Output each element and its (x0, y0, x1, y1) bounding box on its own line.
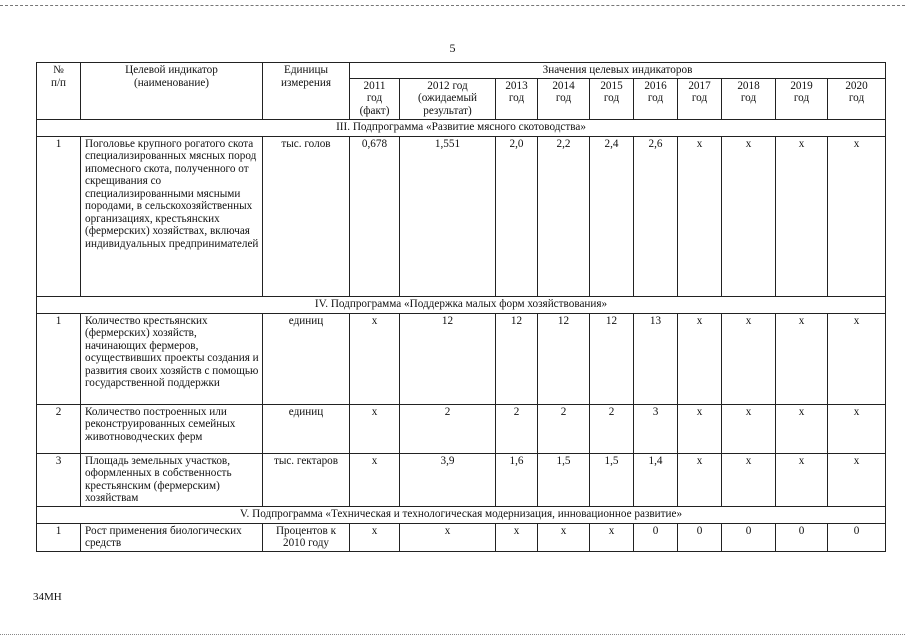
table-row (37, 136, 886, 296)
section-row (37, 506, 886, 523)
table-row (37, 404, 886, 453)
unit-cell: единиц (263, 404, 350, 453)
value-cell: x (350, 313, 400, 404)
header-year: 2017 год (678, 78, 722, 119)
table-body (37, 119, 886, 551)
value-cell: 2,4 (590, 136, 634, 296)
value-cell: x (350, 523, 400, 551)
header-year: 2012 год (ожидаемый результат) (400, 78, 496, 119)
section-title: IV. Подпрограмма «Поддержка малых форм хозяйствования» (37, 296, 886, 313)
value-cell: 2,6 (634, 136, 678, 296)
value-cell: 1,4 (634, 453, 678, 506)
value-cell: 0 (678, 523, 722, 551)
header-indicator: Целевой индикатор (наименование) (81, 63, 263, 120)
row-number: 1 (37, 523, 81, 551)
value-cell: x (776, 404, 828, 453)
value-cell: 1,5 (538, 453, 590, 506)
header-year: 2018 год (722, 78, 776, 119)
unit-cell: тыс. гектаров (263, 453, 350, 506)
footer-code: 34МН (33, 591, 62, 603)
value-cell: 1,6 (496, 453, 538, 506)
row-number: 1 (37, 313, 81, 404)
header-values-group: Значения целевых индикаторов (350, 63, 886, 79)
value-cell: 0 (722, 523, 776, 551)
row-number: 1 (37, 136, 81, 296)
value-cell: x (678, 453, 722, 506)
value-cell: 2 (538, 404, 590, 453)
value-cell: 2,0 (496, 136, 538, 296)
value-cell: x (722, 453, 776, 506)
value-cell: 3,9 (400, 453, 496, 506)
table-row (37, 313, 886, 404)
value-cell: x (722, 313, 776, 404)
value-cell: 2 (496, 404, 538, 453)
header-year: 2014 год (538, 78, 590, 119)
unit-cell: Процентов к 2010 году (263, 523, 350, 551)
page-number: 5 (449, 41, 456, 55)
value-cell: x (400, 523, 496, 551)
value-cell: 1,5 (590, 453, 634, 506)
header-units: Единицы измерения (263, 63, 350, 120)
header-year: 2015 год (590, 78, 634, 119)
value-cell: x (350, 404, 400, 453)
indicator-name: Площадь земельных участков, оформленных в собственность крестьянским (фермерским) хозяйствам (81, 453, 263, 506)
value-cell: x (678, 136, 722, 296)
value-cell: x (828, 404, 886, 453)
indicator-name: Количество построенных или реконструированных семейных животноводческих ферм (81, 404, 263, 453)
value-cell: 12 (400, 313, 496, 404)
value-cell: x (828, 453, 886, 506)
row-number: 3 (37, 453, 81, 506)
indicator-name: Количество крестьянских (фермерских) хозяйств, начинающих фермеров, осуществивших проекты создания и развития своих хозяйств с помощью государственной поддержки (81, 313, 263, 404)
indicator-name: Поголовье крупного рогатого скота специализированных мясных пород ипомесного скота, полученного от скрещивания со специализированными мясными породами, в сельскохозяйственных организациях, крестьянских (фермерских) хозяйствах, включая индивидуальных предпринимателей (81, 136, 263, 296)
section-row (37, 119, 886, 136)
unit-cell: тыс. голов (263, 136, 350, 296)
section-title: V. Подпрограмма «Техническая и технологическая модернизация, инновационное развитие» (37, 506, 886, 523)
header-year: 2019 год (776, 78, 828, 119)
value-cell: 0 (828, 523, 886, 551)
unit-cell: единиц (263, 313, 350, 404)
value-cell: x (590, 523, 634, 551)
value-cell: 0 (776, 523, 828, 551)
value-cell: 2 (590, 404, 634, 453)
value-cell: x (828, 313, 886, 404)
section-title: III. Подпрограмма «Развитие мясного скотоводства» (37, 119, 886, 136)
value-cell: 0,678 (350, 136, 400, 296)
value-cell: 12 (590, 313, 634, 404)
value-cell: x (776, 453, 828, 506)
row-number: 2 (37, 404, 81, 453)
value-cell: x (776, 313, 828, 404)
value-cell: 1,551 (400, 136, 496, 296)
value-cell: x (678, 313, 722, 404)
target-indicators-table (36, 62, 886, 552)
value-cell: 3 (634, 404, 678, 453)
value-cell: 0 (634, 523, 678, 551)
value-cell: 2 (400, 404, 496, 453)
value-cell: 12 (538, 313, 590, 404)
value-cell: x (496, 523, 538, 551)
value-cell: x (538, 523, 590, 551)
header-num: № п/п (37, 63, 81, 120)
scan-edge-bottom (0, 634, 905, 635)
indicator-name: Рост применения биологических средств (81, 523, 263, 551)
value-cell: x (776, 136, 828, 296)
value-cell: x (828, 136, 886, 296)
header-year: 2016 год (634, 78, 678, 119)
header-year: 2020 год (828, 78, 886, 119)
value-cell: x (722, 136, 776, 296)
value-cell: x (678, 404, 722, 453)
value-cell: 13 (634, 313, 678, 404)
header-year: 2013 год (496, 78, 538, 119)
table-row (37, 523, 886, 551)
section-row (37, 296, 886, 313)
value-cell: 2,2 (538, 136, 590, 296)
value-cell: x (722, 404, 776, 453)
scan-edge-top (0, 5, 905, 6)
value-cell: x (350, 453, 400, 506)
value-cell: 12 (496, 313, 538, 404)
table-row (37, 453, 886, 506)
header-year: 2011 год (факт) (350, 78, 400, 119)
